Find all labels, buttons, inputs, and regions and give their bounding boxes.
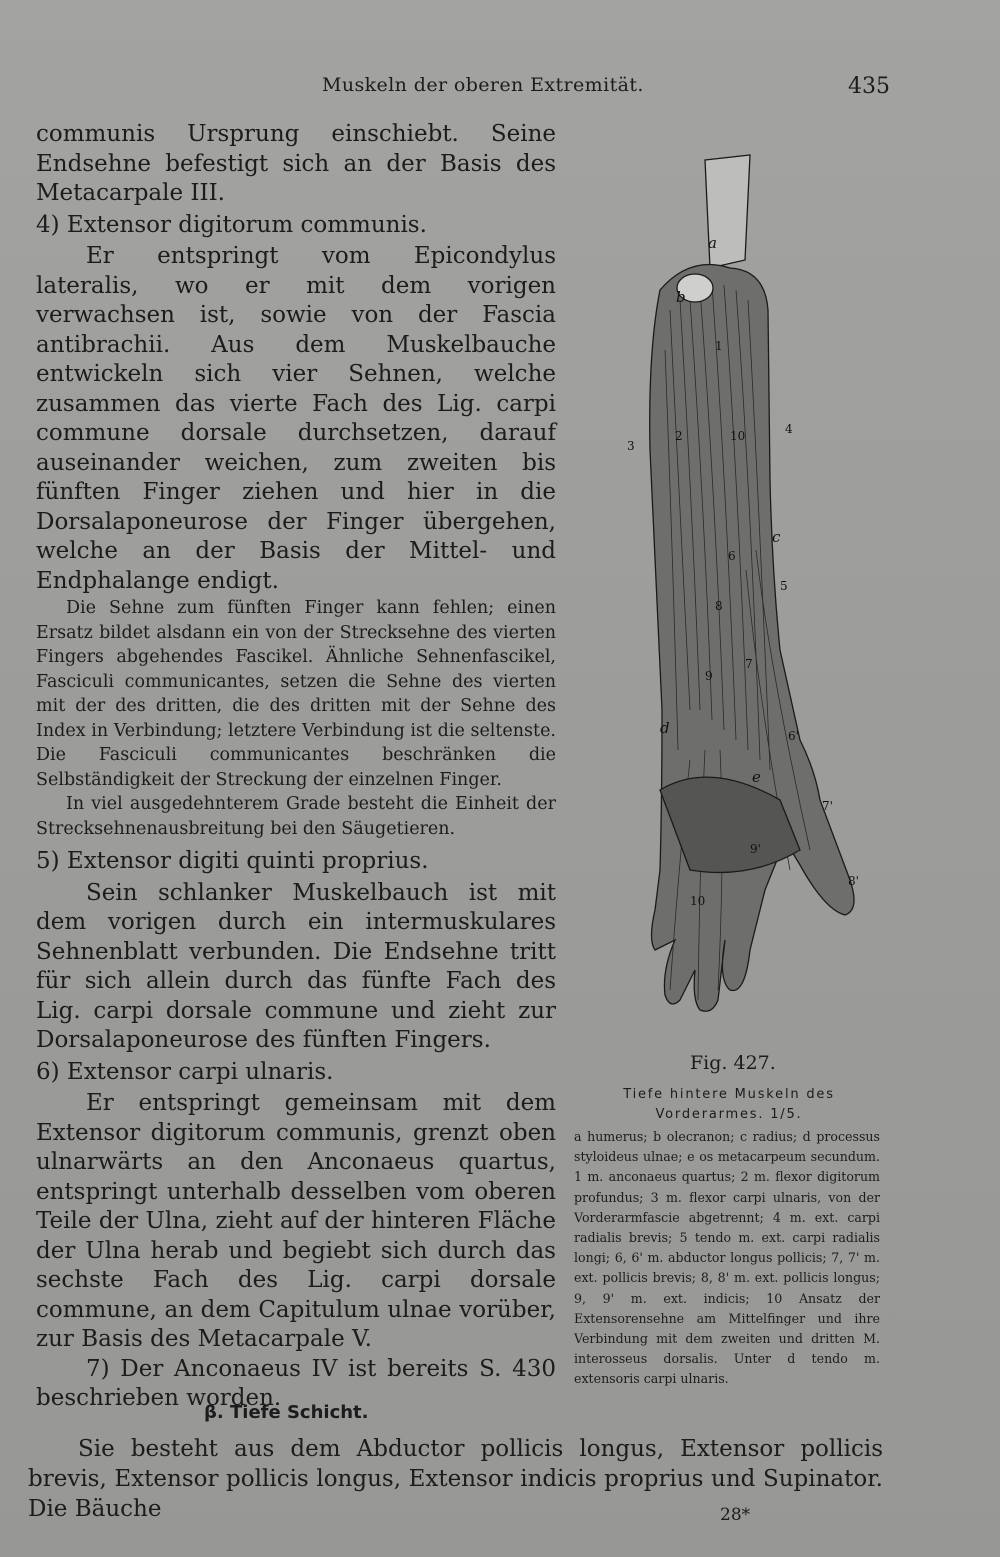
label-9prime: 9': [750, 842, 761, 856]
paragraph-extensor-digiti-quinti: Sein schlanker Muskelbauch ist mit dem vorigen durch ein intermuskulares Sehnenblatt verbunden. Die Endsehne tritt für sich allein durch das fünfte Fach des Lig. carpi dorsale commune und zieht zur Dorsalaponeurose des fünften Fingers.: [36, 879, 556, 1053]
heading-extensor-digitorum: 4) Extensor digitorum communis.: [36, 211, 427, 238]
label-7prime: 7': [822, 799, 833, 813]
bottom-paragraph: Sie besteht aus dem Abductor pollicis longus, Extensor pollicis brevis, Extensor pollicis longus, Extensor indicis proprius und Supinator. Die Bäuche: [28, 1436, 883, 1522]
label-8: 8: [715, 599, 723, 613]
label-b: b: [676, 288, 686, 306]
label-10b: 10: [690, 894, 706, 908]
paragraph-continuation: communis Ursprung einschiebt. Seine Endsehne befestigt sich an der Basis des Metacarpale III.: [36, 121, 556, 206]
label-5: 5: [780, 579, 788, 593]
figure-caption: a humerus; b olecranon; c radius; d processus styloideus ulnae; e os metacarpeum secundum. 1 m. anconaeus quartus; 2 m. flexor digitorum profundus; 3 m. flexor carpi ulnaris, von der Vorderarmfascie abgetrennt; 4 m. ext. carpi radialis brevis; 5 tendo m. ext. carpi radialis longi; 6, 6' m. abductor longus pollicis; 7, 7' m. ext. pollicis brevis; 8, 8' m. ext. pollicis longus; 9, 9' m. ext. indicis; 10 Ansatz der Extensorensehne am Mittelfinger und ihre Verbindung mit dem zweiten und dritten M. interosseus dorsalis. Unter d tendo m. extensoris carpi ulnaris.: [574, 1129, 880, 1387]
label-6: 6: [728, 549, 736, 563]
label-a: a: [708, 234, 717, 252]
forearm-muscle-illustration: [600, 150, 880, 1040]
figure-subtitle: Tiefe hintere Muskeln des Vorderarmes. 1/5.: [623, 1087, 835, 1122]
label-e: e: [752, 768, 761, 786]
signature-mark: 28*: [720, 1505, 751, 1525]
label-10: 10: [730, 429, 746, 443]
heading-extensor-carpi-ulnaris: 6) Extensor carpi ulnaris.: [36, 1058, 334, 1085]
label-8prime: 8': [848, 874, 859, 888]
label-d: d: [660, 719, 670, 737]
heading-extensor-digiti-quinti: 5) Extensor digiti quinti proprius.: [36, 848, 429, 874]
label-1: 1: [715, 339, 723, 353]
section-subheading: β. Tiefe Schicht.: [204, 1402, 369, 1423]
label-7: 7: [745, 657, 753, 671]
label-4: 4: [785, 422, 793, 436]
small-note-1: Die Sehne zum fünften Finger kann fehlen; einen Ersatz bildet alsdann ein von der Strecksehne des vierten Fingers abgehendes Fascikel. Ähnliche Sehnenfascikel, Fasciculi communicantes, setzen die Sehne des vierten mit der des dritten, die des dritten mit der Sehne des Index in Verbindung; letztere Verbindung ist die seltenste. Die Fasciculi communicantes beschränken die Selbständigkeit der Streckung der einzelnen Finger.: [36, 598, 556, 790]
label-c: c: [772, 528, 781, 546]
label-2: 2: [675, 429, 683, 443]
small-note-2: In viel ausgedehnterem Grade besteht die Einheit der Strecksehnenausbreitung bei den Säugetieren.: [36, 794, 556, 839]
figure-title: Fig. 427.: [690, 1052, 776, 1074]
label-9: 9: [705, 669, 713, 683]
paragraph-extensor-digitorum: Er entspringt vom Epicondylus lateralis, wo er mit dem vorigen verwachsen ist, sowie von der Fascia antibrachii. Aus dem Muskelbauche entwickeln sich vier Sehnen, welche zusammen das vierte Fach des Lig. carpi commune dorsale durchsetzen, darauf auseinander weichen, zum zweiten bis fünften Finger ziehen und hier in die Dorsalaponeurose der Finger übergehen, welche an der Basis der Mittel- und Endphalange endigt.: [36, 243, 556, 594]
paragraph-extensor-carpi-ulnaris: Er entspringt gemeinsam mit dem Extensor digitorum communis, grenzt oben ulnarwärts an den Anconaeus quartus, entspringt unterhalb desselben vom oberen Teile der Ulna, zieht auf der hinteren Fläche der Ulna herab und begiebt sich durch das sechste Fach des Lig. carpi dorsale commune, an dem Capitulum ulnae vorüber, zur Basis des Metacarpale V.: [36, 1090, 556, 1352]
page-number: 435: [848, 74, 890, 99]
label-6prime: 6': [788, 729, 799, 743]
label-3: 3: [627, 439, 635, 453]
paragraph-anconaeus: 7) Der Anconaeus IV ist bereits S. 430 beschrieben worden.: [36, 1355, 556, 1411]
running-title: Muskeln der oberen Extremität.: [322, 74, 644, 96]
main-text-column: [36, 120, 556, 1414]
